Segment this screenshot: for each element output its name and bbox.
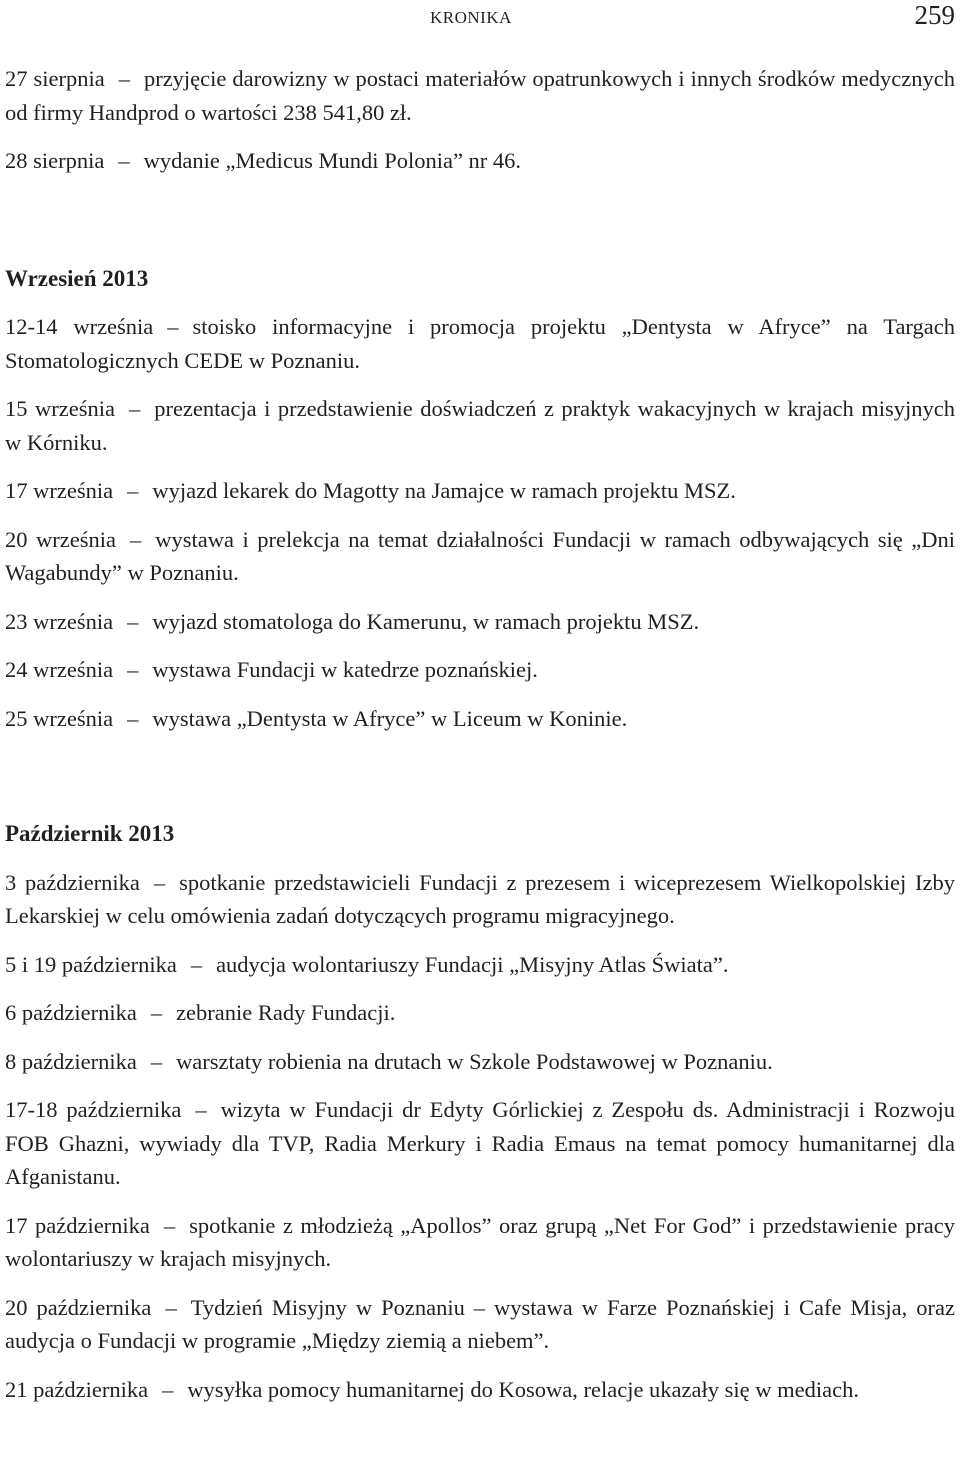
- entry-text: audycja wolontariuszy Fundacji „Misyjny Atlas Świata”.: [216, 951, 729, 977]
- entry-date: 15 września: [5, 396, 115, 421]
- entry-text: wyjazd stomatologa do Kamerunu, w ramach projektu MSZ.: [152, 608, 700, 634]
- chronicle-entry: [5, 1373, 955, 1407]
- entry-text: wizyta w Fundacji dr Edyty Górlickiej z Zespołu ds. Administracji i Rozwoju FOB Ghazni, wywiady dla TVP, Radia Merkury i Radia Emaus na temat pomocy humanitarnej dla Afganistanu.: [5, 1097, 956, 1189]
- entry-text: wysyłka pomocy humanitarnej do Kosowa, relacje ukazały się w mediach.: [187, 1376, 859, 1402]
- entry-date: 24 września: [5, 657, 114, 682]
- chronicle-entry: [5, 605, 955, 639]
- entry-date: 27 sierpnia: [5, 66, 105, 91]
- entry-dash: –: [162, 1376, 174, 1402]
- entry-dash: –: [130, 526, 142, 552]
- entry-text: stoisko informacyjne i promocja projektu „Dentysta w Afryce” na Targach Stomatologicznych CEDE w Poznaniu.: [5, 314, 955, 373]
- chronicle-entry: [5, 1291, 955, 1358]
- entry-date: 17 września: [5, 478, 114, 503]
- chronicle-section: [5, 262, 955, 736]
- entry-date: 17 października: [5, 1212, 150, 1238]
- entry-date: 5 i 19 października: [5, 951, 177, 977]
- entry-date: 23 września: [5, 608, 114, 634]
- chronicle-entry: [5, 996, 955, 1030]
- section-heading: Październik 2013: [5, 821, 175, 846]
- entry-text: wystawa i prelekcja na temat działalności Fundacji w ramach odbywających się „Dni Wagabundy” w Poznaniu.: [5, 526, 955, 585]
- entry-dash: –: [163, 1212, 176, 1238]
- entry-date: 25 września: [5, 705, 114, 731]
- entry-text: przyjęcie darowizny w postaci materiałów opatrunkowych i innych środków medycznych od firmy Handprod o wartości 238 541,80 zł.: [5, 66, 955, 125]
- entry-date: 21 października: [5, 1376, 149, 1402]
- entry-dash: –: [118, 148, 130, 173]
- entry-dash: –: [127, 705, 139, 731]
- running-title: KRONIKA: [430, 8, 512, 27]
- entry-dash: –: [150, 1048, 163, 1074]
- chronicle-entry: [5, 523, 955, 590]
- entry-date: 12-14 września: [5, 314, 154, 339]
- entry-dash: –: [127, 608, 139, 634]
- entry-date: 20 września: [5, 526, 116, 552]
- entry-date: 17-18 października: [5, 1097, 182, 1122]
- entry-date: 6 października: [5, 1000, 137, 1025]
- running-header: [5, 0, 955, 40]
- entry-dash: –: [128, 396, 141, 421]
- entry-dash: –: [165, 1294, 177, 1320]
- entry-dash: –: [167, 314, 179, 339]
- chronicle-entry: [5, 948, 955, 982]
- entry-text: spotkanie z młodzieżą „Apollos” oraz grupą „Net For God” i przedstawienie pracy wolontariuszy w krajach misyjnych.: [5, 1212, 955, 1271]
- chronicle-section: [5, 817, 955, 1406]
- section-heading: Wrzesień 2013: [5, 265, 149, 291]
- entry-date: 20 października: [5, 1294, 152, 1320]
- chronicle-entry: [5, 1093, 955, 1194]
- chronicle-entry: [5, 866, 955, 933]
- entry-text: wystawa Fundacji w katedrze poznańskiej.: [152, 657, 538, 682]
- entry-text: wyjazd lekarek do Magotty na Jamajce w ramach projektu MSZ.: [152, 478, 736, 503]
- chronicle-entry: [5, 1209, 955, 1276]
- entry-date: 3 października: [5, 869, 140, 895]
- document-page: [5, 0, 955, 1406]
- entry-dash: –: [195, 1097, 207, 1122]
- entry-dash: –: [153, 869, 166, 895]
- entry-text: prezentacja i przedstawienie doświadczeń z praktyk wakacyjnych w krajach misyjnych w Kórniku.: [5, 396, 955, 455]
- chronicle-body: [5, 62, 955, 1406]
- entry-date: 28 sierpnia: [5, 148, 105, 173]
- chronicle-entry: [5, 702, 955, 736]
- entry-text: spotkanie przedstawicieli Fundacji z prezesem i wiceprezesem Wielkopolskiej Izby Lekarskiej w celu omówienia zadań dotyczących programu migracyjnego.: [5, 869, 955, 928]
- entry-dash: –: [127, 657, 139, 682]
- chronicle-section: [5, 62, 955, 178]
- chronicle-entry: [5, 392, 955, 459]
- chronicle-entry: [5, 474, 955, 508]
- page-number: 259: [914, 0, 955, 30]
- chronicle-entry: [5, 310, 955, 377]
- entry-text: Tydzień Misyjny w Poznaniu – wystawa w Farze Poznańskiej i Cafe Misja, oraz audycja o Fundacji w programie „Między ziemią a niebem”.: [5, 1294, 956, 1353]
- chronicle-entry: [5, 653, 955, 687]
- entry-text: wydanie „Medicus Mundi Polonia” nr 46.: [143, 148, 522, 173]
- chronicle-entry: [5, 144, 955, 178]
- entry-text: warsztaty robienia na drutach w Szkole Podstawowej w Poznaniu.: [176, 1048, 773, 1074]
- entry-dash: –: [127, 478, 139, 503]
- entry-date: 8 października: [5, 1048, 137, 1074]
- entry-dash: –: [118, 66, 130, 91]
- entry-dash: –: [150, 1000, 163, 1025]
- chronicle-entry: [5, 62, 955, 129]
- chronicle-entry: [5, 1045, 955, 1079]
- entry-dash: –: [190, 951, 203, 977]
- entry-text: zebranie Rady Fundacji.: [176, 1000, 396, 1025]
- entry-text: wystawa „Dentysta w Afryce” w Liceum w Koninie.: [152, 705, 628, 731]
